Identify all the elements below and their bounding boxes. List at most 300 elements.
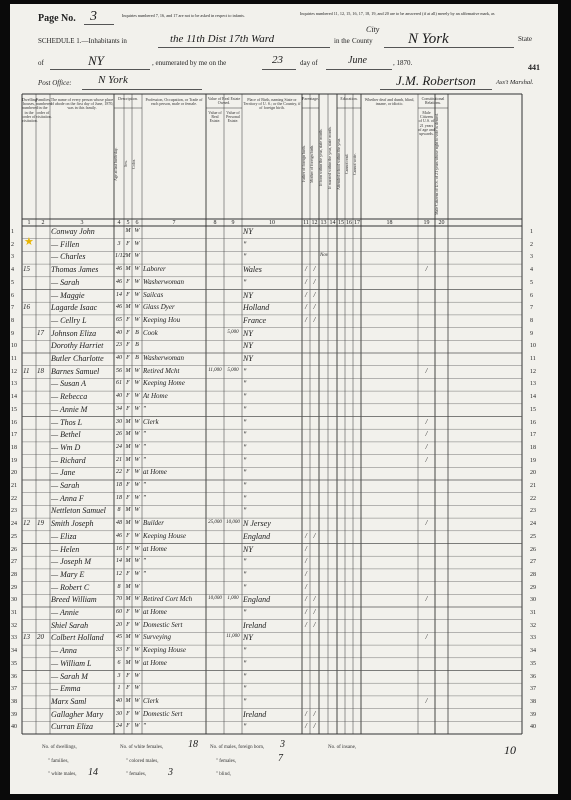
header-col3: The name of every person whose place of abode on the first day of June, 1870, was in this family. xyxy=(50,97,114,111)
cell-age: 45 xyxy=(116,634,122,641)
census-sheet xyxy=(10,4,558,794)
header-col20: Male Citizens of U.S. of 21 years whose right to vote is denied. xyxy=(434,113,439,215)
row-number-right: 33 xyxy=(530,635,536,642)
cell-age: 46 xyxy=(116,278,122,285)
cell-name: Dorothy Harriet xyxy=(51,341,104,351)
cell-name: — Robert C xyxy=(51,582,90,592)
row-number-right: 26 xyxy=(530,546,536,553)
header-col4: Age at last birth-day. xyxy=(113,147,118,181)
cell-age: 1 xyxy=(117,685,121,692)
column-number: 13 xyxy=(320,220,327,226)
cell-sex: F xyxy=(126,240,130,247)
row-number-left: 30 xyxy=(11,597,17,604)
cell-color: W xyxy=(134,532,140,539)
cell-re: 11,000 xyxy=(208,367,222,373)
row-number-left: 16 xyxy=(11,419,17,426)
page-number: 3 xyxy=(90,9,97,24)
cell-age: 46 xyxy=(116,532,122,539)
cell-occ: at Home xyxy=(143,608,167,616)
row-number-right: 13 xyxy=(530,381,536,388)
header-col12: Mother of foreign birth. xyxy=(309,144,314,184)
cell-color: W xyxy=(134,469,140,476)
cell-occ: " xyxy=(143,430,146,439)
row-number-right: 31 xyxy=(530,610,536,616)
cell-birth: " xyxy=(243,493,247,503)
row-number-right: 18 xyxy=(530,444,536,451)
cell-color: W xyxy=(134,393,140,400)
cell-age: 60 xyxy=(116,609,122,615)
cell-color: W xyxy=(134,558,140,565)
county-label: County xyxy=(352,37,373,45)
cell-occ: Builder xyxy=(143,519,164,528)
cell-name: — Joseph M xyxy=(51,557,91,567)
cell-name: — Helen xyxy=(51,544,80,554)
cell-occ: " xyxy=(143,569,146,578)
column-number: 12 xyxy=(311,220,318,226)
cell-name: — Jane xyxy=(51,468,76,478)
cell-age: 26 xyxy=(116,431,122,438)
cell-birth: " xyxy=(243,404,247,414)
cell-age: 70 xyxy=(116,596,122,603)
cell-birth: " xyxy=(243,557,247,567)
column-number: 2 xyxy=(41,220,45,226)
cell-sex: F xyxy=(126,316,130,323)
column-number: 19 xyxy=(423,220,430,226)
row-number-left: 8 xyxy=(11,317,14,324)
row-number-right: 19 xyxy=(530,457,536,464)
cell-m: / xyxy=(313,531,316,540)
cell-sex: F xyxy=(126,291,130,298)
cell-fam: 17 xyxy=(37,328,44,337)
row-number-right: 10 xyxy=(530,343,536,350)
footer-males-foreign-label: No. of males, foreign born, xyxy=(210,745,265,750)
cell-f: / xyxy=(305,595,307,604)
row-number-right: 39 xyxy=(530,711,536,718)
row-number-left: 36 xyxy=(11,673,17,680)
cell-name: Johnson Eliza xyxy=(51,328,97,338)
cell-c19: / xyxy=(425,455,428,464)
cell-f: / xyxy=(305,315,307,324)
row-number-right: 4 xyxy=(530,267,533,274)
cell-occ: Washerwoman xyxy=(143,354,184,362)
cell-sex: M xyxy=(125,634,131,641)
cell-m: / xyxy=(313,709,316,718)
row-number-left: 4 xyxy=(11,267,14,274)
cell-color: W xyxy=(134,723,140,730)
cell-occ: at Home xyxy=(143,544,167,553)
cell-birth: " xyxy=(243,582,247,592)
cell-f: / xyxy=(305,277,307,286)
row-number-right: 9 xyxy=(530,330,533,337)
row-number-left: 6 xyxy=(11,292,14,299)
row-number-left: 25 xyxy=(11,533,17,540)
cell-sex: F xyxy=(126,329,130,336)
cell-sex: M xyxy=(125,456,131,463)
cell-occ: Retired Mcht xyxy=(143,366,180,375)
header-col17: Cannot write. xyxy=(352,153,357,175)
cell-sex: M xyxy=(125,266,131,273)
row-number-right: 28 xyxy=(530,571,536,578)
row-number-left: 35 xyxy=(11,660,17,667)
cell-pe: 5,000 xyxy=(227,329,239,335)
cell-age: 18 xyxy=(116,494,122,501)
row-number-left: 10 xyxy=(11,343,17,350)
cell-age: 16 xyxy=(116,545,122,552)
row-number-right: 1 xyxy=(530,229,533,235)
cell-re: 10,000 xyxy=(208,596,222,602)
cell-name: Gallagher Mary xyxy=(51,709,104,719)
row-number-right: 17 xyxy=(530,432,536,439)
header-col5: Sex. xyxy=(123,160,128,168)
row-number-left: 24 xyxy=(11,521,17,528)
cell-m: / xyxy=(313,595,316,604)
cell-sex: F xyxy=(126,710,130,717)
row-number-left: 2 xyxy=(11,241,14,248)
row-number-left: 26 xyxy=(11,546,17,553)
cell-born: Nov xyxy=(320,253,329,259)
row-number-left: 31 xyxy=(11,610,17,616)
cell-birth: N Jersey xyxy=(243,519,271,529)
cell-sex: F xyxy=(126,609,130,615)
row-number-left: 18 xyxy=(11,444,17,451)
row-number-right: 7 xyxy=(530,305,533,312)
row-number-right: 30 xyxy=(530,597,536,604)
row-number-right: 15 xyxy=(530,406,536,413)
state-label: State xyxy=(518,35,532,43)
cell-occ: " xyxy=(143,557,146,566)
cell-sex: M xyxy=(125,443,131,450)
cell-age: 56 xyxy=(116,367,122,374)
cell-birth: " xyxy=(243,658,247,668)
cell-sex: F xyxy=(126,621,130,628)
cell-color: W xyxy=(134,520,140,527)
cell-birth: NY xyxy=(243,341,253,351)
column-number: 5 xyxy=(126,220,130,226)
column-number: 6 xyxy=(135,220,139,226)
footer-insane-label: No. of insane, xyxy=(328,745,357,750)
county-value: N York xyxy=(408,31,449,47)
cell-name: Nettleton Samuel xyxy=(51,506,106,516)
cell-birth: " xyxy=(243,366,247,376)
cell-name: — Annie M xyxy=(51,404,88,414)
cell-occ: Glass Dyer xyxy=(143,303,175,312)
cell-sex: F xyxy=(126,278,130,285)
column-number: 10 xyxy=(269,220,275,226)
row-number-left: 34 xyxy=(11,648,17,655)
cell-birth: " xyxy=(243,671,247,681)
row-number-right: 36 xyxy=(530,673,536,680)
cell-age: 61 xyxy=(116,380,122,387)
footer-blind-label: " blind, xyxy=(216,772,231,777)
cell-sex: F xyxy=(126,647,130,654)
row-number-left: 14 xyxy=(11,394,17,401)
cell-f: / xyxy=(305,709,307,718)
cell-sex: M xyxy=(125,596,131,603)
cell-name: — William L xyxy=(51,658,92,668)
cell-birth: NY xyxy=(243,354,253,363)
header-col18: Whether deaf and dumb, blind, insane, or idiotic. xyxy=(364,97,415,107)
state-value: NY xyxy=(88,53,104,68)
cell-color: W xyxy=(134,316,140,323)
cell-f: / xyxy=(305,722,307,731)
cell-dw: 13 xyxy=(23,633,30,642)
cell-birth: NY xyxy=(243,290,253,300)
cell-birth: " xyxy=(243,430,247,440)
cell-age: 24 xyxy=(116,443,122,450)
column-number: 8 xyxy=(213,220,217,226)
cell-occ: " xyxy=(143,442,146,451)
post-office-value: N York xyxy=(98,74,128,86)
cell-c19: / xyxy=(425,633,428,642)
inquiries-note-left: Inquiries numbered 7, 16, and 17 are not to be asked in respect to infants. xyxy=(122,13,245,18)
cell-color: W xyxy=(134,621,140,628)
cell-sex: F xyxy=(126,469,130,476)
cell-color: W xyxy=(134,583,140,590)
cell-color: W xyxy=(134,507,140,514)
cell-color: B xyxy=(135,342,139,349)
cell-name: — Charles xyxy=(51,252,86,262)
header-col6: Color. xyxy=(131,159,136,169)
row-number-left: 20 xyxy=(11,470,17,477)
cell-age: 20 xyxy=(116,621,122,628)
cell-age: 30 xyxy=(116,710,122,717)
cell-c19: / xyxy=(425,265,428,274)
header-col7: Profession, Occupation, or Trade of each person, male or female. xyxy=(145,97,203,107)
cell-occ: Sailcas xyxy=(143,290,164,299)
row-number-right: 32 xyxy=(530,622,536,629)
cell-m: / xyxy=(313,290,316,299)
column-number: 3 xyxy=(80,220,84,226)
cell-c19: / xyxy=(425,417,428,426)
cell-birth: " xyxy=(243,646,247,656)
cell-occ: Clerk xyxy=(143,696,159,705)
row-number-left: 29 xyxy=(11,584,17,591)
enumerated-label: , enumerated by me on the xyxy=(152,59,227,67)
cell-color: W xyxy=(134,253,140,260)
footer-females-foreign-value: 7 xyxy=(278,753,283,764)
cell-birth: " xyxy=(243,468,247,478)
cell-m: / xyxy=(313,722,316,731)
star-mark-icon: ★ xyxy=(24,236,34,248)
cell-c19: / xyxy=(425,366,428,375)
header-group-education: Education. xyxy=(340,96,358,101)
row-number-left: 11 xyxy=(11,356,17,362)
row-number-left: 13 xyxy=(11,381,17,388)
column-number: 11 xyxy=(303,220,309,226)
cell-birth: " xyxy=(243,722,247,732)
row-number-right: 40 xyxy=(530,724,536,731)
row-number-right: 6 xyxy=(530,292,533,299)
cell-color: W xyxy=(134,367,140,374)
cell-f: / xyxy=(305,582,307,591)
cell-name: — Thos L xyxy=(51,417,83,427)
column-number: 9 xyxy=(231,220,235,226)
cell-occ: " xyxy=(143,722,146,731)
header-col1: Dwelling-houses, numbered in the order of visitation. xyxy=(22,97,39,123)
cell-m: / xyxy=(313,608,316,616)
row-number-right: 14 xyxy=(530,394,536,401)
row-number-right: 5 xyxy=(530,279,533,286)
cell-age: 14 xyxy=(116,291,122,298)
cell-occ: Washerwoman xyxy=(143,277,184,286)
footer-dwellings-label: No. of dwellings, xyxy=(42,745,77,750)
cell-birth: NY xyxy=(243,227,253,236)
subdivision: the 11th Dist 17th Ward xyxy=(170,33,275,45)
cell-name: — Sarah xyxy=(51,481,80,490)
page-stamp: 441 xyxy=(528,63,540,72)
cell-name: Colbert Holland xyxy=(51,633,104,643)
header-col8: Value of Real Estate. xyxy=(208,110,222,124)
cell-occ: Cook xyxy=(143,328,158,337)
cell-name: Marx Saml xyxy=(51,696,87,706)
cell-color: W xyxy=(134,494,140,501)
cell-name: — Bethel xyxy=(51,430,81,440)
cell-sex: F xyxy=(126,405,130,412)
row-number-left: 17 xyxy=(11,432,17,439)
cell-c19: / xyxy=(425,519,428,528)
cell-sex: F xyxy=(126,380,130,387)
cell-name: — Sarah M xyxy=(51,671,88,681)
column-number: 7 xyxy=(172,220,176,226)
cell-name: Shiel Sarah xyxy=(51,620,89,630)
cell-sex: M xyxy=(125,659,131,666)
cell-sex: F xyxy=(126,393,130,400)
cell-name: Breed William xyxy=(51,595,97,605)
cell-color: W xyxy=(134,697,140,704)
cell-name: Curran Eliza xyxy=(51,722,94,732)
cell-name: Conway John xyxy=(51,227,95,236)
footer-families-label: " families, xyxy=(48,759,69,764)
cell-birth: Ireland xyxy=(243,620,267,630)
cell-f: / xyxy=(305,620,307,629)
cell-name: — Fillen xyxy=(51,239,80,249)
row-number-right: 29 xyxy=(530,584,536,591)
cell-color: W xyxy=(134,609,140,615)
cell-age: 48 xyxy=(116,520,122,527)
cell-dw: 11 xyxy=(23,366,30,375)
row-number-right: 20 xyxy=(530,470,536,477)
day-value: 23 xyxy=(272,54,283,66)
row-number-left: 32 xyxy=(11,622,17,629)
cell-birth: " xyxy=(243,417,247,427)
cell-name: — Mary E xyxy=(51,569,85,579)
cell-f: / xyxy=(305,608,307,616)
row-number-left: 21 xyxy=(11,483,17,489)
row-number-left: 22 xyxy=(11,495,17,502)
row-number-right: 2 xyxy=(530,241,533,248)
column-number: 17 xyxy=(354,220,360,226)
cell-age: 8 xyxy=(117,507,121,514)
cell-birth: " xyxy=(243,392,247,402)
cell-m: / xyxy=(313,315,316,324)
cell-age: 33 xyxy=(116,647,122,654)
cell-color: W xyxy=(134,431,140,438)
cell-re: 25,000 xyxy=(208,520,222,526)
row-number-left: 38 xyxy=(11,698,17,705)
cell-color: W xyxy=(134,405,140,412)
cell-f: / xyxy=(305,303,307,312)
cell-f: / xyxy=(305,557,307,566)
cell-name: — Annie xyxy=(51,608,79,617)
cell-age: 14 xyxy=(116,558,122,565)
header-group-constitutional: Constitutional Relations. xyxy=(421,96,445,106)
row-number-left: 19 xyxy=(11,457,17,464)
footer-females-foreign-label: " females, xyxy=(216,759,237,764)
row-number-left: 28 xyxy=(11,571,17,578)
cell-occ: Retired Cort Mch xyxy=(143,595,193,604)
cell-color: W xyxy=(134,418,140,425)
cell-color: W xyxy=(134,228,140,234)
row-number-right: 38 xyxy=(530,698,536,705)
row-number-left: 5 xyxy=(11,279,14,286)
cell-sex: M xyxy=(125,367,131,374)
county-annotation: City xyxy=(366,25,380,34)
cell-age: 21 xyxy=(116,456,122,463)
footer-white-females-value: 18 xyxy=(188,739,198,750)
cell-age: 8 xyxy=(117,583,121,590)
header-col13: If born within the year, state month. xyxy=(318,128,323,187)
row-number-left: 1 xyxy=(11,229,14,235)
header-col16: Cannot read. xyxy=(344,153,349,175)
row-number-left: 23 xyxy=(11,508,17,515)
cell-name: — Emma xyxy=(51,684,81,694)
row-number-left: 3 xyxy=(11,254,14,261)
month-value: June xyxy=(348,55,367,66)
row-number-left: 9 xyxy=(11,330,14,337)
row-number-left: 40 xyxy=(11,724,17,731)
cell-occ: Laborer xyxy=(143,265,166,274)
row-number-right: 16 xyxy=(530,419,536,426)
header-col2: Families, numbered in the order of visitation. xyxy=(36,97,52,119)
cell-age: 40 xyxy=(116,329,122,336)
cell-name: — Wm D xyxy=(51,442,81,452)
cell-age: 18 xyxy=(116,482,122,488)
cell-occ: Keeping Home xyxy=(143,379,185,388)
row-number-right: 37 xyxy=(530,686,536,693)
row-number-left: 12 xyxy=(11,368,17,375)
column-number: 16 xyxy=(346,220,352,226)
cell-color: W xyxy=(134,240,140,247)
day-of-label: day of xyxy=(300,59,318,67)
cell-color: W xyxy=(134,291,140,298)
cell-birth: England xyxy=(243,531,271,541)
cell-occ: " xyxy=(143,404,146,413)
cell-c19: / xyxy=(425,442,428,451)
cell-color: W xyxy=(134,482,140,488)
cell-occ: Keeping House xyxy=(143,646,186,655)
cell-sex: M xyxy=(125,558,131,565)
cell-occ: " xyxy=(143,493,146,502)
row-number-right: 23 xyxy=(530,508,536,515)
cell-birth: " xyxy=(243,379,247,389)
header-col15: Attended school within the year. xyxy=(336,138,341,190)
cell-age: 46 xyxy=(116,304,122,311)
cell-birth: " xyxy=(243,252,247,262)
cell-name: — Cellry L xyxy=(51,315,87,325)
footer-colored-females-label: " females, xyxy=(126,772,147,777)
cell-sex: F xyxy=(126,342,130,349)
cell-color: W xyxy=(134,634,140,641)
cell-age: 22 xyxy=(116,469,122,476)
cell-f: / xyxy=(305,544,307,553)
cell-name: Lagarde Isaac xyxy=(51,303,98,313)
row-number-right: 12 xyxy=(530,368,536,375)
footer-white-females-label: No. of white females, xyxy=(120,745,164,750)
post-office-label: Post Office: xyxy=(38,79,72,87)
cell-color: W xyxy=(134,278,140,285)
cell-name: — Maggie xyxy=(51,290,85,300)
cell-birth: " xyxy=(243,506,247,516)
